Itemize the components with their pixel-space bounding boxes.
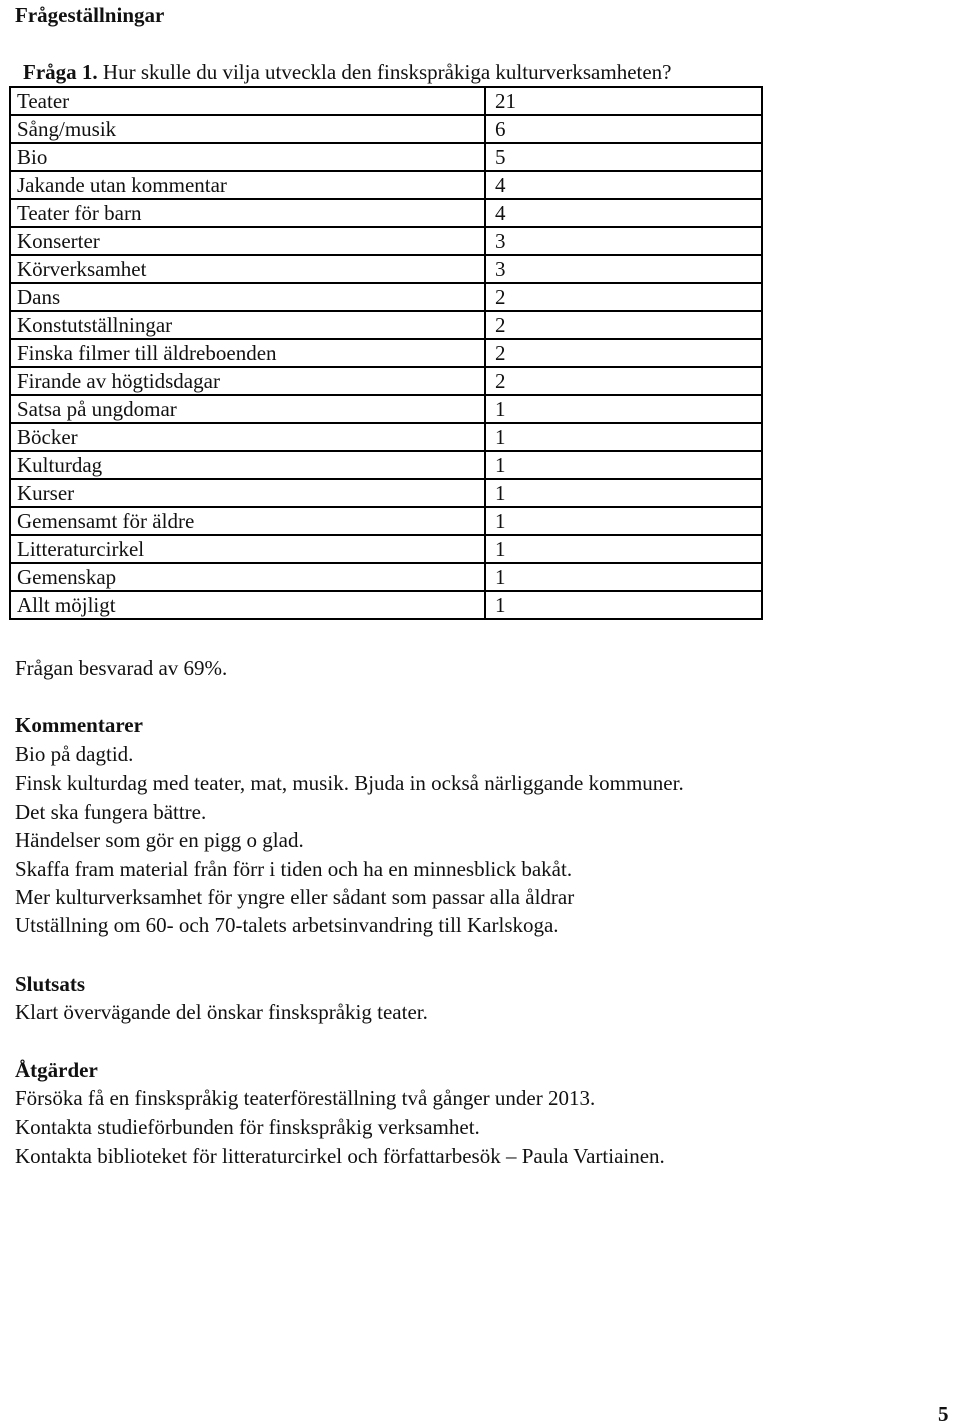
- results-row: [10, 311, 762, 339]
- result-count: 1: [485, 423, 762, 451]
- result-count: 5: [485, 143, 762, 171]
- result-label: Kurser: [10, 479, 485, 507]
- comment-line: Utställning om 60- och 70-talets arbetsinvandring till Karlskoga.: [15, 913, 559, 937]
- result-count: 2: [485, 311, 762, 339]
- results-row: [10, 395, 762, 423]
- results-row: [10, 255, 762, 283]
- result-label: Gemenskap: [10, 563, 485, 591]
- result-count: 2: [485, 283, 762, 311]
- result-label: Jakande utan kommentar: [10, 171, 485, 199]
- results-row: [10, 591, 762, 619]
- result-count: 6: [485, 115, 762, 143]
- result-count: 4: [485, 199, 762, 227]
- results-row: [10, 479, 762, 507]
- actions-heading: Åtgärder: [15, 1058, 98, 1082]
- result-label: Sång/musik: [10, 115, 485, 143]
- results-row: [10, 87, 762, 115]
- question-number: Fråga 1.: [23, 60, 98, 84]
- results-row: [10, 339, 762, 367]
- result-label: Gemensamt för äldre: [10, 507, 485, 535]
- comment-line: Mer kulturverksamhet för yngre eller sådant som passar alla åldrar: [15, 885, 575, 909]
- result-label: Konserter: [10, 227, 485, 255]
- comment-line: Bio på dagtid.: [15, 742, 134, 766]
- comments-heading: Kommentarer: [15, 713, 143, 737]
- result-label: Firande av högtidsdagar: [10, 367, 485, 395]
- result-count: 2: [485, 367, 762, 395]
- result-count: 1: [485, 479, 762, 507]
- results-row: [10, 367, 762, 395]
- answered-rate: Frågan besvarad av 69%.: [15, 656, 228, 680]
- result-label: Allt möjligt: [10, 591, 485, 619]
- result-label: Konstutställningar: [10, 311, 485, 339]
- result-label: Bio: [10, 143, 485, 171]
- result-count: 1: [485, 563, 762, 591]
- results-row: [10, 563, 762, 591]
- result-count: 1: [485, 591, 762, 619]
- result-count: 21: [485, 87, 762, 115]
- action-line: Kontakta studieförbunden för finskspråkig verksamhet.: [15, 1115, 480, 1139]
- results-row: [10, 283, 762, 311]
- result-label: Kulturdag: [10, 451, 485, 479]
- result-count: 1: [485, 395, 762, 423]
- question-text: Hur skulle du vilja utveckla den finskspråkiga kulturverksamheten?: [102, 60, 672, 84]
- result-label: Satsa på ungdomar: [10, 395, 485, 423]
- result-count: 1: [485, 535, 762, 563]
- results-table-body: [10, 87, 762, 619]
- result-count: 3: [485, 227, 762, 255]
- results-row: [10, 171, 762, 199]
- result-count: 3: [485, 255, 762, 283]
- result-count: 1: [485, 507, 762, 535]
- results-row: [10, 423, 762, 451]
- result-count: 2: [485, 339, 762, 367]
- results-row: [10, 507, 762, 535]
- result-label: Körverksamhet: [10, 255, 485, 283]
- result-label: Teater: [10, 87, 485, 115]
- comment-line: Finsk kulturdag med teater, mat, musik. Bjuda in också närliggande kommuner.: [15, 771, 684, 795]
- results-row: [10, 535, 762, 563]
- results-row: [10, 143, 762, 171]
- results-row: [10, 199, 762, 227]
- results-table: [9, 86, 763, 620]
- action-line: Kontakta biblioteket för litteraturcirkel och författarbesök – Paula Vartiainen.: [15, 1144, 665, 1168]
- results-row: [10, 451, 762, 479]
- action-line: Försöka få en finskspråkig teaterföreställning två gånger under 2013.: [15, 1086, 596, 1110]
- result-label: Finska filmer till äldreboenden: [10, 339, 485, 367]
- comment-line: Händelser som gör en pigg o glad.: [15, 828, 304, 852]
- conclusion-line: Klart övervägande del önskar finskspråkig teater.: [15, 1000, 428, 1024]
- result-count: 1: [485, 451, 762, 479]
- results-row: [10, 227, 762, 255]
- result-label: Litteraturcirkel: [10, 535, 485, 563]
- results-row: [10, 115, 762, 143]
- result-count: 4: [485, 171, 762, 199]
- conclusion-heading: Slutsats: [15, 972, 86, 996]
- section-title: Frågeställningar: [15, 3, 165, 27]
- page-number: 5: [938, 1402, 949, 1426]
- comment-line: Det ska fungera bättre.: [15, 800, 207, 824]
- result-label: Böcker: [10, 423, 485, 451]
- comment-line: Skaffa fram material från förr i tiden och ha en minnesblick bakåt.: [15, 857, 573, 881]
- question-1: [23, 58, 672, 86]
- result-label: Dans: [10, 283, 485, 311]
- result-label: Teater för barn: [10, 199, 485, 227]
